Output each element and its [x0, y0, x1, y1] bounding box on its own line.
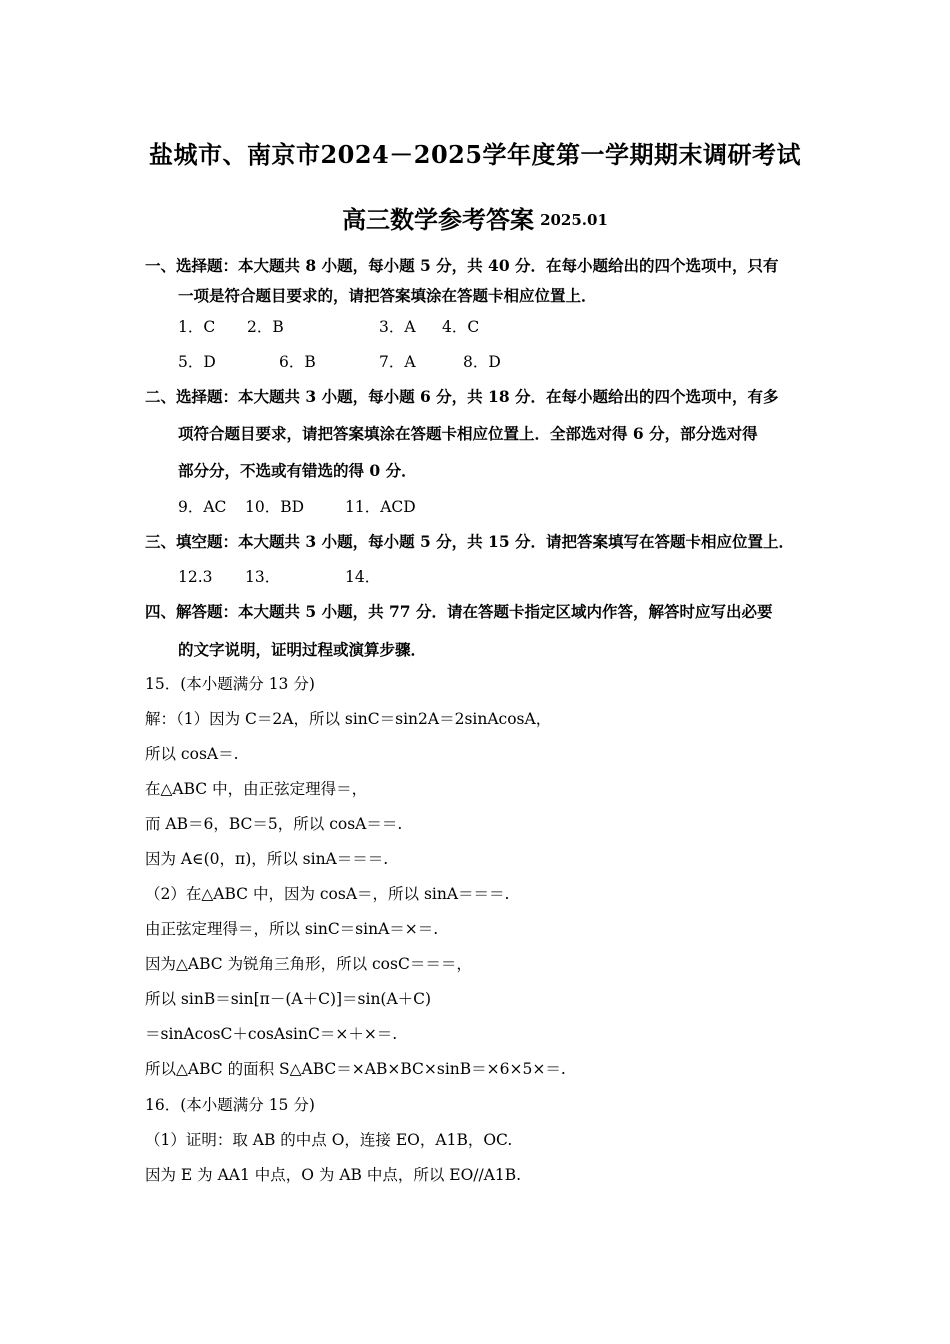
- q15-line: 因为 A∈(0，π)，所以 sinA＝＝＝.: [145, 850, 389, 868]
- q15-line: 因为△ABC 为锐角三角形，所以 cosC＝＝＝，: [145, 955, 472, 973]
- section4-heading-line1: 四、解答题：本大题共 5 小题，共 77 分．请在答题卡指定区域内作答，解答时应写出必要: [145, 602, 773, 621]
- section2-heading-line3: 部分分，不选或有错选的得 0 分．: [178, 461, 417, 480]
- answer-4: 4．C: [442, 318, 480, 336]
- answer-9: 9．AC: [178, 498, 227, 516]
- q15-line: 而 AB＝6，BC＝5，所以 cosA＝＝.: [145, 815, 403, 833]
- q16-line: （1）证明：取 AB 的中点 O，连接 EO，A1B，OC.: [145, 1131, 513, 1149]
- section1-heading-line1: 一、选择题：本大题共 8 小题，每小题 5 分，共 40 分．在每小题给出的四个选项中，只有: [145, 256, 779, 275]
- answer-2: 2．B: [247, 318, 284, 336]
- section3-heading: 三、填空题：本大题共 3 小题，每小题 5 分，共 15 分．请把答案填写在答题卡相应位置上．: [145, 532, 795, 551]
- q15-line: 由正弦定理得＝，所以 sinC＝sinA＝×＝.: [145, 920, 439, 938]
- answer-6: 6．B: [279, 353, 316, 371]
- subtitle-text: 高三数学参考答案: [342, 205, 535, 234]
- answer-12: 12.3: [178, 568, 213, 586]
- document-subtitle: [0, 200, 950, 235]
- q15-line: ＝sinAcosC＋cosAsinC＝×＋×＝.: [145, 1025, 398, 1043]
- q15-header: 15．(本小题满分 13 分): [145, 675, 315, 693]
- answer-1: 1．C: [178, 318, 216, 336]
- section2-heading-line2: 项符合题目要求，请把答案填涂在答题卡相应位置上．全部选对得 6 分，部分选对得: [178, 424, 758, 443]
- q15-line: 解：（1）因为 C＝2A，所以 sinC＝sin2A＝2sinAcosA，: [145, 710, 552, 728]
- section1-heading-line2: 一项是符合题目要求的，请把答案填涂在答题卡相应位置上．: [178, 286, 597, 305]
- answer-13: 13．: [245, 568, 281, 586]
- answer-11: 11．ACD: [345, 498, 416, 516]
- answer-3: 3．A: [379, 318, 416, 336]
- q16-header: 16．(本小题满分 15 分): [145, 1096, 315, 1114]
- answer-10: 10．BD: [245, 498, 305, 516]
- q15-line: 所以 cosA＝.: [145, 745, 239, 763]
- answer-8: 8．D: [463, 353, 501, 371]
- q16-line: 因为 E 为 AA1 中点，O 为 AB 中点，所以 EO//A1B.: [145, 1166, 522, 1184]
- document-date: 2025.01: [540, 211, 608, 229]
- answer-7: 7．A: [379, 353, 416, 371]
- q15-line: 所以△ABC 的面积 S△ABC＝×AB×BC×sinB＝×6×5×＝.: [145, 1060, 566, 1078]
- section2-heading-line1: 二、选择题：本大题共 3 小题，每小题 6 分，共 18 分．在每小题给出的四个选项中，有多: [145, 387, 779, 406]
- q15-line: （2）在△ABC 中，因为 cosA＝，所以 sinA＝＝＝.: [145, 885, 510, 903]
- answer-5: 5．D: [178, 353, 216, 371]
- answer-14: 14．: [345, 568, 381, 586]
- section4-heading-line2: 的文字说明，证明过程或演算步骤．: [178, 640, 427, 659]
- document-title: 盐城市、南京市2024－2025学年度第一学期期末调研考试: [148, 140, 802, 169]
- q15-line: 所以 sinB＝sin[π－(A＋C)]＝sin(A＋C): [145, 990, 432, 1008]
- q15-line: 在△ABC 中，由正弦定理得＝，: [145, 780, 368, 798]
